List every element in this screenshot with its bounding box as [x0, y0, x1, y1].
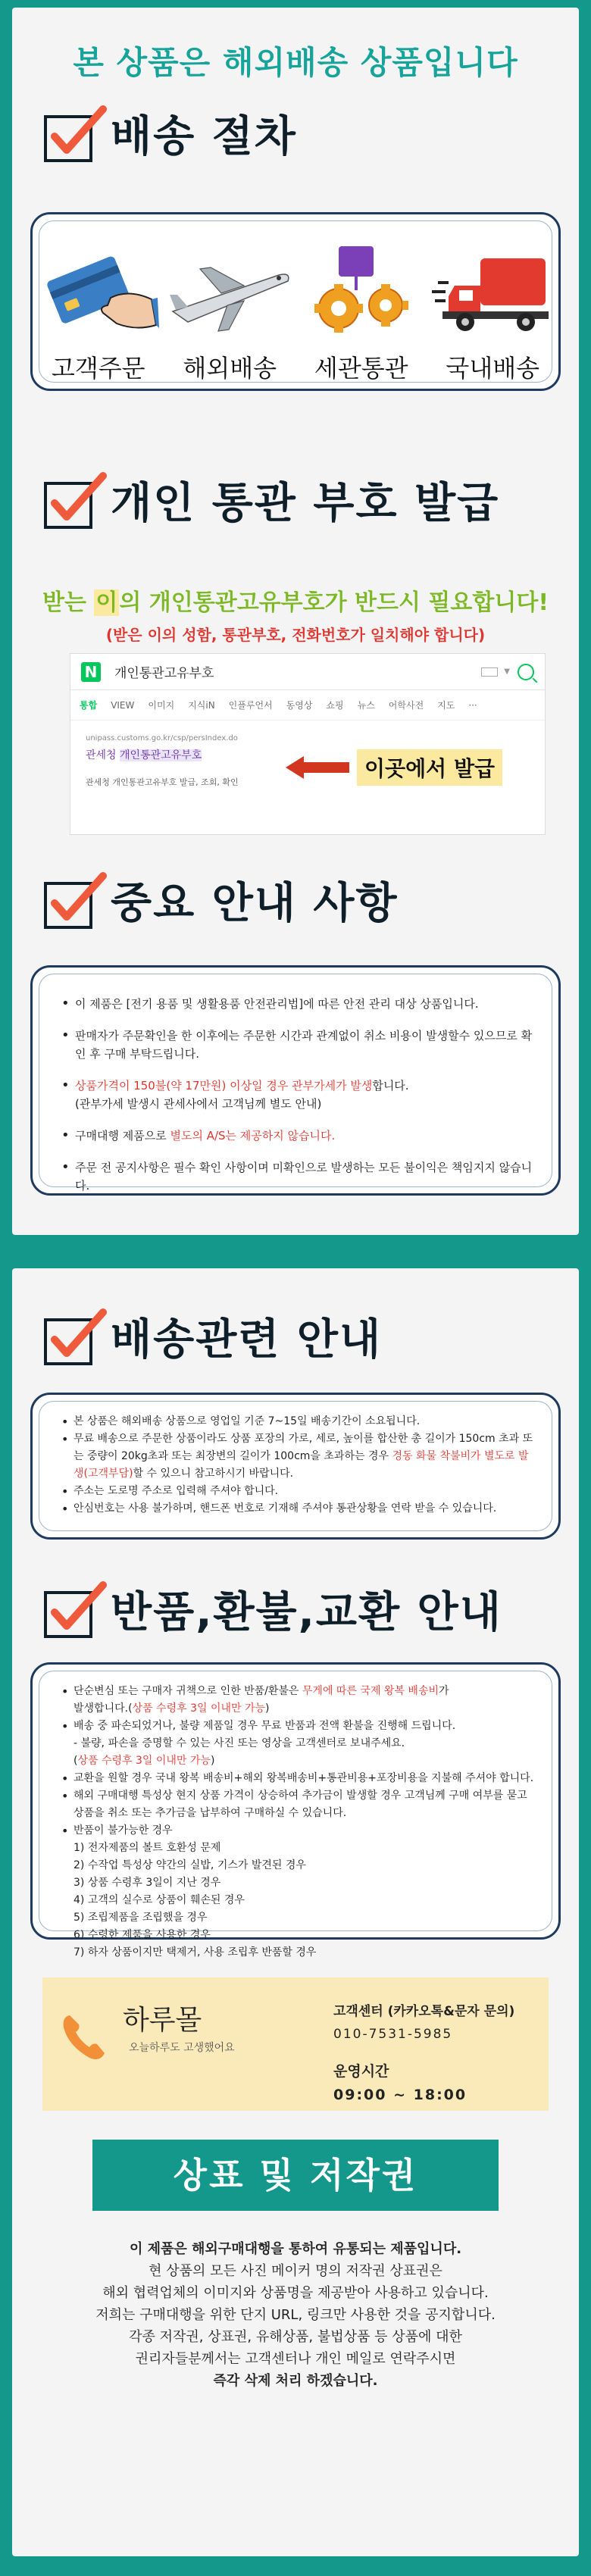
- return-text: 6) 수령한 제품을 사용한 경우: [73, 1929, 211, 1941]
- trademark-line: 즉각 삭제 처리 하겠습니다.: [213, 2373, 378, 2389]
- return-red-text: 상품 수령후 3일 이내만 가능: [132, 1702, 266, 1715]
- result-url[interactable]: unipass.customs.go.kr/csp/persIndex.do: [86, 734, 238, 742]
- return-text: 반품이 불가능한 경우: [73, 1824, 173, 1837]
- return-text: 4) 고객의 실수로 상품이 훼손된 경우: [73, 1894, 245, 1906]
- trademark-line: 각종 저작권, 상표권, 유해상품, 불법상품 등 상품에 대한: [129, 2329, 462, 2345]
- tab-map[interactable]: 지도: [437, 700, 455, 711]
- trademark-line: 해외 협력업체의 이미지와 상품명을 제공받아 사용하고 있습니다.: [102, 2285, 489, 2301]
- tab-integrated[interactable]: 통합: [80, 700, 98, 711]
- notice-panel: [30, 965, 561, 1196]
- return-item: [60, 1718, 537, 1735]
- notice-text: 판매자가 주문확인을 한 이후에는 주문한 시간과 관계없이 취소 비용이 발생할수 있으므로 확인 후 구매 부탁드립니다.: [75, 1029, 533, 1061]
- gears-icon: [297, 245, 426, 336]
- return-red-text: 무게에 따른 국제 왕복 배송비: [302, 1685, 439, 1697]
- result-keyword: 개인통관고유부호: [120, 749, 202, 761]
- checkbox-check-icon: [42, 105, 100, 162]
- notice-text: 구매대행 제품으로: [75, 1129, 170, 1143]
- step-customs-label: 세관통관: [314, 354, 408, 383]
- shipping-text: 안심번호는 사용 불가하며, 핸드폰 번호로 기재해 주셔야 통관상황을 연락 받을 수 있습니다.: [73, 1502, 497, 1515]
- info-section-top: [12, 8, 579, 1235]
- step-overseas: [165, 245, 294, 384]
- return-subitem: [60, 1840, 537, 1857]
- trademark-line: 권리자들분께서는 고객센터나 개인 메일로 연락주시면: [135, 2351, 456, 2367]
- arrow-left-icon: [283, 755, 351, 780]
- customs-heading: [42, 470, 499, 530]
- tab-image[interactable]: 이미지: [148, 700, 175, 711]
- step-domestic: [428, 245, 557, 384]
- return-text: ): [265, 1702, 270, 1715]
- phone-icon: [59, 2012, 109, 2062]
- cs-contact: [333, 2000, 514, 2103]
- notice-item: [60, 995, 536, 1013]
- shipping-red-text: 경동 화물 착불비가 별도로 발생(고객부담): [73, 1450, 529, 1480]
- return-item: [60, 1770, 537, 1787]
- checkbox-check-icon: [42, 1580, 100, 1638]
- info-section-bottom: [12, 1268, 579, 2556]
- notice-item: [60, 1027, 536, 1063]
- return-text: 배송 중 파손되었거나, 불량 제품일 경우 무료 반품과 전액 환불을 진행해 드립니다.: [73, 1720, 456, 1732]
- return-red-text: 상품 수령후 3일 이내만 가능: [77, 1755, 211, 1767]
- shipping-heading: [42, 1306, 382, 1367]
- return-subitem: [60, 1735, 537, 1770]
- notice-text: (관부가세 발생시 관세사에서 고객님께 별도 안내): [75, 1097, 322, 1111]
- return-subitem: [60, 1927, 537, 1944]
- page-banner: 본 상품은 해외배송 상품입니다: [73, 44, 518, 81]
- cs-phone-number[interactable]: 010-7531-5985: [333, 2027, 453, 2042]
- return-text: 가: [439, 1685, 449, 1697]
- tab-news[interactable]: 뉴스: [357, 700, 375, 711]
- return-subitem: [60, 1857, 537, 1874]
- chevron-down-icon[interactable]: ▼: [504, 667, 510, 676]
- return-subitem: [60, 1874, 537, 1892]
- return-text: 단순변심 또는 구매자 귀책으로 인한 반품/환불은: [73, 1685, 302, 1697]
- cs-hours-label: 운영시간: [333, 2063, 389, 2080]
- customer-service-box: [42, 1977, 549, 2111]
- return-item: [60, 1787, 537, 1822]
- shipping-text: 주소는 도로명 주소로 입력해 주셔야 합니다.: [73, 1485, 279, 1497]
- return-subitem: [60, 1909, 537, 1927]
- notice-item: [60, 1127, 536, 1145]
- notice-list: [60, 995, 536, 1208]
- process-steps: [33, 245, 558, 384]
- return-text: (: [73, 1755, 78, 1767]
- customs-req-highlight: 이: [95, 589, 118, 616]
- shipping-item: [60, 1500, 537, 1518]
- return-subitem: [60, 1892, 537, 1909]
- shop-slogan: 오늘하루도 고생했어요: [129, 2042, 235, 2054]
- trademark-line: 현 상품의 모든 사진 메이커 명의 저작권 상표권은: [149, 2263, 442, 2279]
- return-text: 7) 하자 상품이지만 택제거, 사용 조립후 반품할 경우: [73, 1946, 317, 1959]
- customs-title: 개인 통관 부호 발급: [111, 479, 500, 528]
- return-subitem: [60, 1944, 537, 1962]
- tab-shopping[interactable]: 쇼핑: [326, 700, 344, 711]
- search-bar: [70, 654, 545, 690]
- return-text: 발생합니다.(: [73, 1702, 133, 1715]
- shipping-text: 할 수 있으니 참고하시기 바랍니다.: [133, 1468, 294, 1480]
- tab-influencer[interactable]: 인플루언서: [228, 700, 273, 711]
- search-input[interactable]: 개인통관고유부호: [114, 666, 214, 681]
- notice-item: [60, 1158, 536, 1195]
- trademark-line: 저희는 구매대행을 위한 단지 URL, 링크만 사용한 것을 공지합니다.: [95, 2307, 496, 2323]
- customs-requirement-note: (받은 이의 성함, 통관부호, 전화번호가 일치해야 합니다): [105, 626, 486, 644]
- step-overseas-label: 해외배송: [183, 354, 277, 383]
- customs-req-prefix: 받는: [42, 589, 95, 616]
- tab-video[interactable]: 동영상: [286, 700, 313, 711]
- shipping-panel: [30, 1393, 561, 1540]
- shipping-item: [60, 1430, 537, 1483]
- return-heading: [42, 1579, 502, 1640]
- process-panel: [30, 212, 561, 391]
- result-description: 관세청 개인통관고유부호 발급, 조회, 확인: [86, 777, 239, 787]
- shipping-item: [60, 1413, 537, 1430]
- return-item: [60, 1822, 537, 1840]
- shipping-text: 무료 배송으로 주문한 상품이라도 상품 포장의 가로, 세로, 높이를 합산한 총 길이가 150cm 초과 또는 중량이 20kg초과 또는 최장변의 길이가 100cm을 초과하는 경우: [73, 1433, 533, 1462]
- airplane-icon: [165, 245, 294, 336]
- search-tabs: [70, 690, 545, 721]
- tab-more[interactable]: ···: [468, 699, 477, 711]
- process-heading: [42, 103, 297, 164]
- trademark-line: 이 제품은 해외구매대행을 통하여 유통되는 제품입니다.: [129, 2241, 462, 2257]
- checkbox-check-icon: [42, 471, 100, 529]
- cs-label: 고객센터 (카카오톡&문자 문의): [333, 2004, 515, 2019]
- trademark-text: [12, 2238, 579, 2392]
- return-text: 1) 전자제품의 볼트 호환성 문제: [73, 1842, 221, 1854]
- return-text: 2) 수작업 특성상 약간의 실밥, 기스가 발견된 경우: [73, 1859, 306, 1871]
- return-list: [60, 1683, 537, 1962]
- return-title: 반품,환불,교환 안내: [111, 1588, 502, 1637]
- shipping-list: [60, 1413, 537, 1518]
- result-site: 관세청: [86, 749, 117, 761]
- trademark-banner: 상표 및 저작권: [92, 2140, 499, 2211]
- customs-requirement: [12, 583, 579, 617]
- checkbox-check-icon: [42, 1308, 100, 1365]
- tab-kin[interactable]: 지식iN: [188, 700, 215, 711]
- process-title: 배송 절차: [111, 112, 297, 161]
- return-text: 5) 조립제품을 조립했을 경우: [73, 1912, 208, 1924]
- search-result: [70, 721, 545, 802]
- customs-req-rest: 의 개인통관고유부호가 반드시 필요합니다!: [119, 589, 549, 616]
- naver-logo: N: [81, 662, 101, 682]
- notice-red-text: 상품가격이 150불(약 17만원) 이상일 경우 관부가세가 발생: [75, 1079, 373, 1093]
- search-screenshot: [70, 653, 546, 835]
- return-text: 해외 구매대행 특성상 현지 상품 가격이 상승하여 추가금이 발생할 경우 고객님께 구매 여부를 묻고 상품을 취소 또는 추가금을 납부하여 구매하실 수 있습니다.: [73, 1790, 527, 1819]
- truck-icon: [428, 245, 557, 336]
- shipping-title: 배송관련 안내: [111, 1315, 383, 1365]
- issue-here-label: 이곳에서 발급: [357, 749, 502, 786]
- checkbox-check-icon: [42, 871, 100, 929]
- step-order: [34, 245, 163, 384]
- notice-text: 합니다.: [372, 1079, 409, 1093]
- shipping-item: [60, 1483, 537, 1500]
- tab-dictionary[interactable]: 어학사전: [388, 700, 424, 711]
- step-domestic-label: 국내배송: [446, 354, 540, 383]
- notice-text: 주문 전 공지사항은 필수 확인 사항이며 미확인으로 발생하는 모든 불이익은 책임지지 않습니다.: [75, 1161, 533, 1193]
- return-item: [60, 1683, 537, 1718]
- card-hand-icon: [34, 245, 163, 336]
- return-panel: [30, 1662, 561, 1959]
- keyboard-icon[interactable]: [481, 667, 498, 677]
- shipping-text: 본 상품은 해외배송 상품으로 영업일 기준 7~15일 배송기간이 소요됩니다.: [73, 1415, 421, 1427]
- notice-red-text: 별도의 A/S는 제공하지 않습니다.: [170, 1129, 336, 1143]
- return-text: - 불량, 파손을 증명할 수 있는 사진 또는 영상을 고객센터로 보내주세요.: [73, 1737, 405, 1749]
- issue-here-callout: [283, 749, 502, 786]
- step-customs: [297, 245, 426, 384]
- tab-view[interactable]: VIEW: [111, 699, 135, 711]
- search-icon[interactable]: [518, 664, 534, 680]
- return-text: ): [210, 1755, 215, 1767]
- shop-name: 하루몰: [123, 2005, 202, 2036]
- notice-text: 이 제품은 [전기 용품 및 생활용품 안전관리법]에 따른 안전 관리 대상 상품입니다.: [75, 997, 479, 1011]
- notice-heading: [42, 870, 399, 930]
- notice-title: 중요 안내 사항: [111, 879, 399, 928]
- return-text: 3) 상품 수령후 3일이 지난 경우: [73, 1877, 221, 1889]
- return-text: 교환을 원할 경우 국내 왕복 배송비+해외 왕복배송비+통관비용+포장비용을 지불해 주셔야 합니다.: [73, 1772, 534, 1784]
- step-order-label: 고객주문: [51, 354, 145, 383]
- cs-hours: 09:00 ~ 18:00: [333, 2087, 467, 2103]
- notice-item: [60, 1077, 536, 1113]
